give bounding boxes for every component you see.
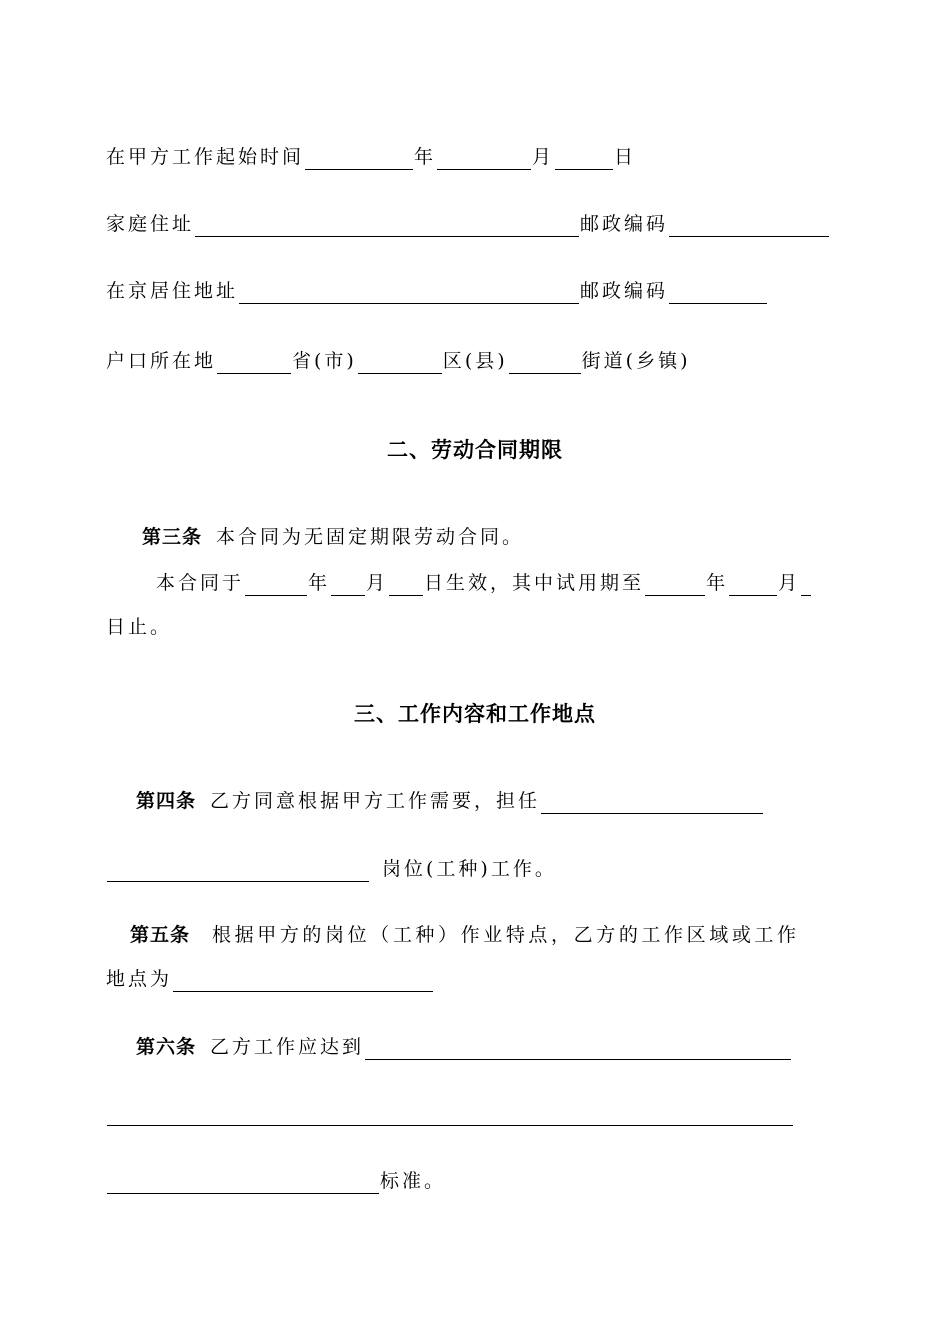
section3-heading: 三、工作内容和工作地点 [354,702,596,726]
article3-start-label: 本合同于 [156,572,245,594]
article6-standard-blank-3[interactable] [107,1169,379,1194]
beijing-address-line [106,274,768,304]
article3-text: 本合同为无固定期限劳动合同。 [216,526,525,548]
start-time-line [106,140,636,170]
hukou-district-blank[interactable] [358,349,442,374]
article6-standard-blank[interactable] [365,1035,791,1060]
hukou-line [106,344,691,374]
article5-line1 [130,918,800,948]
province-label: 省(市) [292,350,357,372]
article3-title: 第三条 [142,526,203,548]
home-postcode-blank[interactable] [669,212,829,237]
street-label: 街道(乡镇) [581,350,691,372]
article3-effective-label: 日生效，其中试用期至 [424,572,645,594]
month-label: 月 [532,146,555,168]
article5-location-blank[interactable] [173,967,433,992]
hukou-province-blank[interactable] [217,349,291,374]
home-address-blank[interactable] [195,212,579,237]
article4-text: 乙方同意根据甲方工作需要，担任 [210,790,541,812]
probation-month-blank[interactable] [729,571,777,596]
beijing-address-label: 在京居住地址 [106,280,239,302]
probation-year-blank[interactable] [645,571,705,596]
article5-text: 根据甲方的岗位（工种）作业特点，乙方的工作区域或工作 [212,924,800,946]
beijing-address-blank[interactable] [239,279,579,304]
effective-day-blank[interactable] [389,571,423,596]
hukou-street-blank[interactable] [509,349,581,374]
year-label: 年 [414,146,437,168]
article4-title: 第四条 [136,790,197,812]
home-address-label: 家庭住址 [106,213,195,235]
article3-year-label: 年 [308,572,331,594]
article3-line2 [156,566,812,596]
article4-line1 [136,784,764,814]
effective-year-blank[interactable] [245,571,307,596]
district-label: 区(县) [442,350,508,372]
article3-month-label: 月 [366,572,389,594]
article6-line3 [106,1164,446,1194]
article4-position-blank-2[interactable] [107,857,369,882]
article3-end: 日止。 [106,616,173,638]
article4-line2 [106,852,557,882]
article4-suffix: 岗位(工种)工作。 [382,858,557,880]
probation-day-blank[interactable] [801,571,811,596]
article6-text: 乙方工作应达到 [210,1036,365,1058]
start-year-blank[interactable] [305,145,413,170]
start-month-blank[interactable] [437,145,531,170]
day-label: 日 [614,146,637,168]
article6-suffix: 标准。 [380,1170,447,1192]
start-time-label: 在甲方工作起始时间 [106,146,305,168]
article5-line2-label: 地点为 [106,968,173,990]
article3-line3 [106,610,172,640]
article6-line2 [106,1096,794,1126]
beijing-postcode-label: 邮政编码 [580,280,669,302]
article6-line1 [136,1030,792,1060]
article6-standard-blank-2[interactable] [107,1101,793,1126]
article3-month2-label: 月 [778,572,801,594]
hukou-label: 户口所在地 [106,350,217,372]
article5-title: 第五条 [130,924,191,946]
article4-position-blank[interactable] [541,789,763,814]
article5-line2 [106,962,434,992]
article6-title: 第六条 [136,1036,197,1058]
beijing-postcode-blank[interactable] [669,279,767,304]
section2-heading: 二、劳动合同期限 [387,438,563,462]
article3-line1 [142,520,524,550]
home-address-line [106,207,830,237]
home-postcode-label: 邮政编码 [580,213,669,235]
start-day-blank[interactable] [555,145,613,170]
article3-year2-label: 年 [706,572,729,594]
effective-month-blank[interactable] [331,571,365,596]
